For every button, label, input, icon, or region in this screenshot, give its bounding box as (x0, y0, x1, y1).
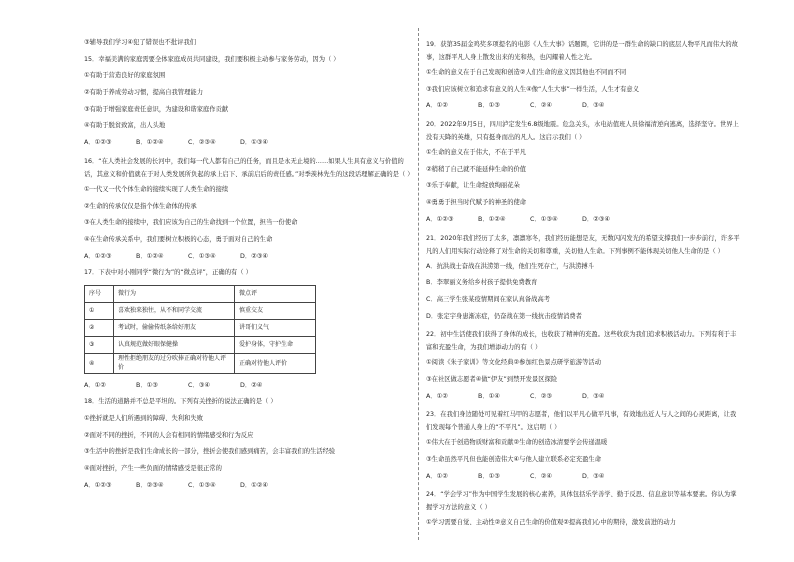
q18-option-d: D．①②④ (240, 481, 269, 489)
q16-option-b: B．①②④ (136, 252, 164, 260)
q15-item-4: ④有助于脱贫致富，出人头地 (84, 122, 166, 130)
right-column (426, 38, 742, 535)
q15-option-c: C．②③④ (188, 139, 216, 147)
q16-option-c: C．①③④ (188, 252, 216, 260)
table-cell: ① (85, 302, 114, 319)
table-cell: 慎重交友 (235, 302, 316, 319)
q22-option-b: B．①④ (478, 392, 500, 400)
column-divider (418, 28, 419, 540)
q14-items-tail: ③辅导我们学习④犯了错误也不批评我们 (84, 39, 197, 46)
q23-item-2: ③生命虽然平凡但也能创造伟大④与他人建立联系必定充盈生命 (426, 456, 602, 463)
q19-option-c: C．②④ (530, 102, 552, 110)
q17-options (84, 381, 414, 390)
table-cell: 考试时，偷偷传纸条给好朋友 (114, 319, 235, 336)
q18-options (84, 481, 414, 490)
q20-item-3: ③乐于奉献，让生命绽放绚丽花朵 (426, 182, 520, 190)
q18-item-3: ③生活中的挫折是我们生命成长的一部分，挫折会使我们感到痛苦，会丰富我们的生活经验 (84, 448, 336, 456)
q17-option-a: A．①② (84, 381, 106, 389)
q17-table (84, 285, 316, 374)
q21-stem: 21．2020年我们经历了太多，凛凛寒冬，我们经历能想是友，无数闪闪发光的希望支撑我们一步步前行，许多平凡的人们用实际行动诠释了对生命的关切和尊重，关切他人生命。下列事例不能体现关切他人生命的是（ ） (426, 234, 740, 255)
q20-option-a: A．①②③ (426, 215, 454, 223)
table-cell: 讲哥们义气 (235, 319, 316, 336)
table-cell: ② (85, 319, 114, 336)
q19-options (426, 101, 742, 110)
q15-item-2: ②有助于养成劳动习惯，提高自我管理能力 (84, 89, 203, 97)
q15-options (84, 138, 414, 147)
q16-option-a: A．①②③ (84, 252, 112, 260)
q20-item-1: ①生命的意义在于伟大，不在于平凡 (426, 149, 527, 157)
q20-item-2: ②稍稍了自己就不能延伸生命的价值 (426, 165, 527, 173)
q15-stem: 15．幸福美满的家庭需要全体家庭成员共同建设，我们要积极主动参与家务劳动，因为（ ） (84, 55, 340, 63)
q20-options (426, 215, 742, 224)
table-cell: ④ (85, 353, 114, 373)
q22-option-c: C．②③ (530, 392, 552, 400)
q20-item-4: ④勇勇于担当时代赋予的神圣的使命 (426, 199, 527, 207)
q23-option-c: C．②④ (530, 472, 552, 480)
q21-option-b: B．李翠丽义务给乡村孩子提供免费教育 (426, 279, 538, 287)
q19-item-2: ③我们应该树立和追求有意义的人生④像“人生大事”一样生活，人生才有意义 (426, 85, 640, 93)
q24-stem: 24．“学会学习”作为中国学生发展的核心素养，具体包括乐学善学、勤于反思、信息意识等基本要素。你认为掌握学习方法的意义（ ） (426, 491, 737, 512)
q20-option-b: B．①②④ (478, 215, 506, 223)
q21-option-a: A．抗洪战士奋战在洪涝第一线，他们生死存亡，与洪涝搏斗 (426, 262, 595, 270)
table-header-row (85, 285, 316, 302)
q19-option-d: D．③④ (582, 102, 605, 110)
q20-stem: 20．2022年9月5日，四川泸定发生6.8级地震。危急关头，水电站值班人员徐福清逆向逃离，选择坚守。世界上没有天降的英雄，只有挺身而出的凡人。这启示我们（ ） (426, 121, 739, 142)
q16-item-1: ①一代又一代个体生命的接续实现了人类生命的接续 (84, 185, 229, 193)
q24-item-1: ①学习需要自觉、主动性②意义自己生命的价值观②提高我们心中的期待，激发前进的动力 (426, 519, 676, 527)
q23-item-1: ①伟大在于创造物质财富和贡献②生命的创造冰清要学会传递温暖 (426, 439, 608, 447)
table-cell: 喜欢独来独往，从不和同学交流 (114, 302, 235, 319)
table-cell: ③ (85, 336, 114, 353)
table-row (85, 353, 316, 373)
q22-option-a: A．①② (426, 392, 448, 400)
q19-option-b: B．①③ (478, 102, 500, 110)
q20-option-c: C．①③④ (530, 215, 558, 223)
q22-option-d: D．③④ (582, 392, 605, 400)
table-cell: 正确对待他人评价 (235, 353, 316, 373)
q22-stem: 22．初中生活使我们获得了身体的成长，也收获了精神的充盈。这些收获为我们追求积极活动力。下列有利于丰富和充盈生命，为我们增添动力的有（ ） (426, 331, 737, 352)
q18-item-2: ②面对不同的挫折，不同的人会有相同的情绪感受和行为反应 (84, 431, 254, 439)
q19-item-1: ①生命的意义在于自己发现和创造②人们生命的意义因其他也不同而不同 (426, 69, 627, 76)
q19-stem: 19．获第35届金鸡奖多项提名的电影《人生大事》话题圈，它讲的是一群生命的缺口的底层人物平凡而伟大的故事，这群平凡人身上散发出来的光和热，也闪耀着人性之光。 (426, 41, 738, 61)
q16-item-4: ④在生命传承关系中，我们要树立积极的心态，勇于面对自己的生命 (84, 235, 273, 243)
q16-options (84, 252, 414, 261)
q17-option-d: D．②④ (240, 381, 263, 389)
table-cell: 爱护身体，守护生命 (235, 336, 316, 353)
table-row (85, 319, 316, 336)
q21-option-c: C．高三学生张某疫情期间在家认真备战高考 (426, 295, 551, 303)
q18-option-c: C．①③④ (188, 481, 216, 489)
table-header-cell: 微行为 (114, 285, 235, 302)
q19-option-a: A．①② (426, 102, 448, 110)
q18-item-4: ④面对挫折，产生一些负面的情绪感受是很正常的 (84, 464, 222, 472)
table-header-cell: 序号 (85, 285, 114, 302)
table-row (85, 302, 316, 319)
q17-option-c: C．③④ (188, 381, 210, 389)
q20-option-d: D．②③④ (582, 215, 611, 223)
q23-stem: 23．在我们身边随处可见着红马甲的志愿者，他们以平凡心做平凡事，有效地出近人与人之间的心灵距离，让我们发现每个普通人身上的“不平凡”。这启明（ ） (426, 411, 737, 432)
table-cell: 理性拒绝朋友的过分吹捧正确对待他人评价 (114, 353, 235, 373)
table-header-cell: 微点评 (235, 285, 316, 302)
q18-option-a: A．①②③ (84, 481, 112, 489)
q23-option-d: D．③④ (582, 472, 605, 480)
left-column (84, 38, 414, 497)
table-cell: 认真规范做好眼保健操 (114, 336, 235, 353)
q16-option-d: D．②③④ (240, 252, 269, 260)
q15-option-b: B．①②④ (136, 139, 164, 147)
q18-option-b: B．②③④ (136, 481, 164, 489)
q22-options (426, 392, 742, 401)
q17-option-b: B．①③ (136, 381, 158, 389)
q15-item-1: ①有助于营造良好的家庭氛围 (84, 72, 166, 80)
q21-option-d: D．张定宇身患渐冻症，仍奋战在第一线抗击疫情消费者 (426, 312, 582, 320)
q22-item-2: ③在社区做志愿者④做“伊友”到禁开发景区探险 (426, 375, 558, 383)
q23-option-b: B．①③ (478, 472, 500, 480)
q15-option-d: D．①③④ (240, 139, 269, 147)
q22-item-1: ①阅读《朱子家训》等文化经典②参加红色景点研学旅游等活动 (426, 359, 602, 367)
q23-options (426, 472, 742, 481)
q18-item-1: ①挫折就是人们所遇到的障碍、失利和失败 (84, 414, 203, 422)
q18-stem: 18．生活的道路并不总是平坦的。下列有关挫折的说法正确的是（ ） (84, 398, 277, 406)
table-row (85, 336, 316, 353)
q15-option-a: A．①②③ (84, 139, 112, 147)
q23-option-a: A．①② (426, 472, 448, 480)
q16-stem: 16．“在人类社会发展的长河中，我们每一代人都有自己的任务，而且是永无止境的……如果人生具有意义与价值的话，其意义和价值就在于对人类发展所负起的承上启下、承前启后的责任感。”对季羡林先生的这段话理解正确的是（ ） (84, 157, 414, 178)
q16-item-3: ③在人类生命的接续中，我们应该为自己的生命找到一个位置，担当一份使命 (84, 219, 298, 227)
q16-item-2: ②生命的传承仅仅是指个体生命体的传承 (84, 202, 197, 210)
q17-stem: 17．下表中对小刚同学“微行为”的“微点评”，正确的有（ ） (84, 269, 252, 277)
q15-item-3: ③有助于增强家庭责任意识，为建设和谐家庭作贡献 (84, 105, 229, 113)
